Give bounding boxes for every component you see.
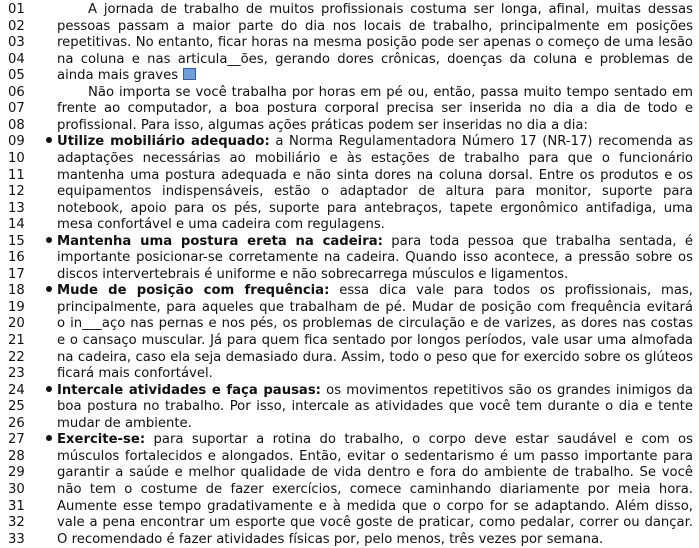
line-body: a Norma Regulamentadora Número 17 (NR-17) recomenda as — [269, 134, 693, 150]
line-number: 20 — [8, 316, 25, 332]
bullet-heading: Exercite-se: — [57, 432, 146, 448]
line-text — [57, 482, 693, 499]
text-line — [0, 283, 699, 300]
line-body: frente ao computador, a boa postura corporal precisa ser inserida no dia a dia de todo e — [57, 101, 693, 117]
line-text — [57, 217, 693, 234]
bullet-icon — [46, 137, 52, 143]
line-text — [57, 168, 693, 185]
line-body: Não importa se você trabalha por horas em pé ou, então, passa muito tempo sentado em — [88, 84, 693, 100]
line-number: 11 — [8, 167, 25, 183]
line-number: 26 — [8, 415, 25, 431]
line-body: não tem o costume de fazer exercícios, comece caminhando diariamente por meia hora. — [57, 481, 693, 497]
text-line — [0, 201, 699, 218]
line-number: 18 — [8, 283, 25, 299]
line-number: 33 — [8, 531, 25, 547]
text-line — [0, 366, 699, 383]
text-line — [0, 217, 699, 234]
text-line — [0, 383, 699, 400]
line-body: boa postura no trabalho. Por isso, intercale as atividades que você tem durante o dia e tente — [57, 399, 693, 415]
line-body: o in___aço nas pernas e nos pés, os problemas de circulação e de varizes, as dores nas costas — [57, 316, 693, 332]
line-body: notebook, apoio para os pés, suporte para antebraços, tapete ergonômico antifadiga, uma — [57, 200, 693, 216]
line-body: mudar de ambiente. — [57, 415, 192, 431]
text-line — [0, 19, 699, 36]
text-line — [0, 449, 699, 466]
line-text — [57, 449, 693, 466]
text-line — [0, 532, 699, 548]
line-text — [57, 35, 693, 52]
text-line — [0, 250, 699, 267]
line-text — [57, 416, 693, 433]
line-text — [57, 499, 693, 516]
line-body: na cadeira, caso ela seja demasiado dura. Assim, todo o peso que for exercido sobre os glúteos — [57, 349, 693, 365]
text-line — [0, 316, 699, 333]
line-text — [46, 134, 693, 151]
line-body: profissional. Para isso, algumas ações práticas podem ser inseridas no dia a dia: — [57, 117, 588, 133]
line-text — [57, 184, 693, 201]
line-number: 07 — [8, 101, 25, 117]
text-line — [0, 68, 699, 85]
line-number: 06 — [8, 84, 25, 100]
text-line — [0, 134, 699, 151]
line-body: os movimentos repetitivos são os grandes inimigos da — [320, 382, 693, 398]
line-text — [57, 151, 693, 168]
line-body: Aumente esse tempo gradativamente e à medida que o corpo for se adaptando. Além disso, — [57, 498, 693, 514]
text-line — [0, 350, 699, 367]
line-body: principalmente, para aqueles que trabalham de pé. Mudar de posição com frequência evitará — [57, 299, 693, 315]
bullet-icon — [46, 286, 52, 292]
text-line — [0, 101, 699, 118]
line-body: essa dica vale para todos os profissionais, mas, — [329, 283, 693, 299]
text-line — [0, 267, 699, 284]
line-body: adaptações necessárias ao mobiliário e às estações de trabalho para que o funcionário — [57, 150, 693, 166]
line-body: O recomendado é fazer atividades físicas por, pelo menos, três vezes por semana. — [57, 531, 604, 547]
line-text — [46, 383, 693, 400]
text-line — [0, 234, 699, 251]
square-marker-icon — [183, 68, 196, 80]
line-text — [46, 283, 693, 300]
line-body: ainda mais graves — [57, 68, 179, 84]
line-number: 30 — [8, 481, 25, 497]
bullet-icon — [46, 237, 52, 243]
line-number: 21 — [8, 333, 25, 348]
line-number: 29 — [8, 465, 25, 481]
line-body: vale a pena encontrar um esporte que você goste de praticar, como pedalar, correr ou dançar. — [57, 515, 693, 531]
line-text — [46, 432, 693, 449]
text-line — [0, 2, 699, 19]
text-line — [0, 85, 699, 102]
line-number: 22 — [8, 349, 25, 365]
line-text — [57, 316, 693, 333]
line-number: 17 — [8, 266, 25, 282]
text-line — [0, 416, 699, 433]
line-text — [57, 52, 693, 69]
line-body: para suportar a rotina do trabalho, o corpo deve estar saudável e com os — [145, 432, 693, 448]
line-body: músculos fortalecidos e alongados. Então, evitar o sedentarismo é um passo importante para — [57, 448, 693, 464]
line-number: 03 — [8, 35, 25, 51]
line-text — [57, 515, 693, 532]
line-text — [57, 465, 693, 482]
line-body: pessoas passam a maior parte do dia nos locais de trabalho, principalmente em posições — [57, 18, 693, 34]
line-number: 19 — [8, 299, 25, 315]
text-line — [0, 515, 699, 532]
line-body: equipamentos indispensáveis, estão o adaptador de altura para monitor, suporte para — [57, 184, 693, 200]
line-body: e o cansaço muscular. Já para quem fica sentado por longos períodos, vale usar uma almofada — [57, 333, 693, 348]
line-body: repetitivas. No entanto, ficar horas na mesma posição pode ser apenas o começo de uma lesão — [57, 35, 693, 51]
text-line — [0, 118, 699, 135]
line-number: 27 — [8, 432, 25, 448]
line-body: importante posicionar-se corretamente na cadeira. Quando isso acontece, a pressão sobre os — [57, 250, 693, 266]
line-text — [57, 250, 693, 267]
line-number: 02 — [8, 18, 25, 34]
line-text — [46, 234, 693, 251]
line-text — [57, 2, 693, 19]
line-number: 01 — [8, 2, 25, 17]
line-number: 10 — [8, 150, 25, 166]
line-number: 25 — [8, 399, 25, 415]
line-text — [57, 19, 693, 36]
line-number: 12 — [8, 184, 25, 200]
line-text — [57, 366, 693, 383]
bullet-icon — [46, 435, 52, 441]
line-text — [57, 333, 693, 350]
text-line — [0, 300, 699, 317]
line-number: 15 — [8, 233, 25, 249]
line-text — [57, 267, 693, 284]
line-number: 23 — [8, 366, 25, 382]
line-body: mesa confortável e uma cadeira com regulagens. — [57, 217, 385, 233]
bullet-heading: Mantenha uma postura ereta na cadeira: — [57, 233, 383, 249]
line-text — [57, 101, 693, 118]
line-number: 05 — [8, 68, 25, 84]
text-line — [0, 151, 699, 168]
line-number: 13 — [8, 200, 25, 216]
text-line — [0, 333, 699, 350]
text-line — [0, 168, 699, 185]
text-line — [0, 465, 699, 482]
line-text — [57, 350, 693, 367]
line-number: 14 — [8, 217, 25, 233]
line-number: 32 — [8, 515, 25, 531]
line-body: garantir a saúde e melhor qualidade de vida dentro e fora do ambiente de trabalho. Se você — [57, 465, 693, 481]
text-line — [0, 499, 699, 516]
text-line — [0, 432, 699, 449]
line-text — [57, 118, 693, 135]
line-number: 04 — [8, 51, 25, 67]
line-number: 28 — [8, 448, 25, 464]
bullet-heading: Utilize mobiliário adequado: — [57, 134, 270, 150]
text-line — [0, 482, 699, 499]
line-body: na coluna e nas articula__ões, gerando dores crônicas, doenças da coluna e problemas de — [57, 51, 693, 67]
line-text — [57, 399, 693, 416]
line-text — [57, 300, 693, 317]
line-body: A jornada de trabalho de muitos profissionais costuma ser longa, afinal, muitas dessas — [88, 2, 693, 17]
line-body: discos intervertebrais é uniforme e não sobrecarrega músculos e ligamentos. — [57, 266, 569, 282]
line-number: 24 — [8, 382, 25, 398]
line-number: 08 — [8, 117, 25, 133]
line-body: mantenha uma postura adequada e não sinta dores na coluna dorsal. Entre os produtos e os — [57, 167, 693, 183]
line-text — [57, 201, 693, 218]
line-text — [57, 85, 693, 102]
line-body: para toda pessoa que trabalha sentada, é — [382, 233, 693, 249]
text-line — [0, 52, 699, 69]
line-number: 31 — [8, 498, 25, 514]
line-number: 16 — [8, 250, 25, 266]
line-number: 09 — [8, 134, 25, 150]
line-text — [57, 532, 693, 548]
bullet-heading: Intercale atividades e faça pausas: — [57, 382, 321, 398]
bullet-heading: Mude de posição com frequência: — [57, 283, 330, 299]
bullet-icon — [46, 386, 52, 392]
text-line — [0, 184, 699, 201]
text-line — [0, 399, 699, 416]
line-text — [57, 68, 693, 85]
line-body: ficará mais confortável. — [57, 366, 213, 382]
text-line — [0, 35, 699, 52]
